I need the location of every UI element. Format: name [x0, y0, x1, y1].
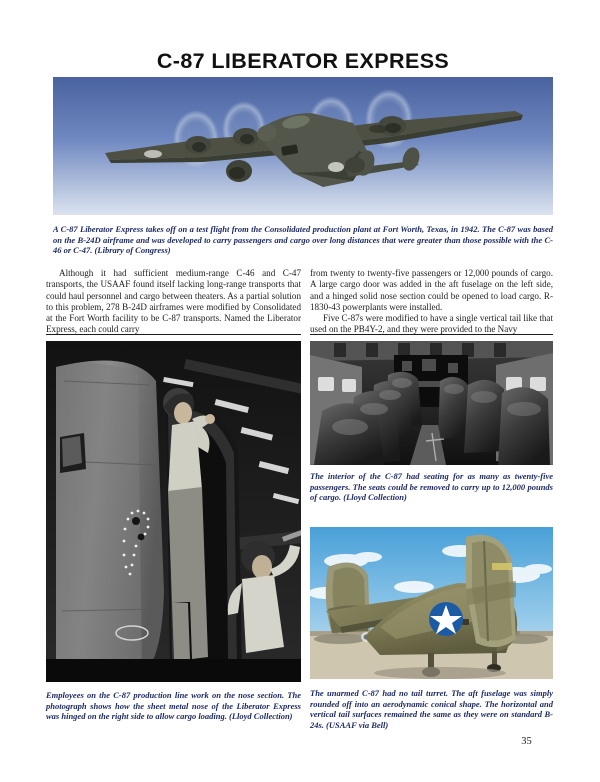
c-87-takeoff-photo: [53, 77, 553, 215]
caption-tail: The unarmed C-87 had no tail turret. The aft fuselage was simply rounded off into an aerodynamic conical shape. The horizontal and vertical tail surfaces remained the same as they were on standard B-24s. (USAAF via Bell): [310, 688, 553, 730]
paragraph: from twenty to twenty-five passengers or 12,000 pounds of cargo. A large cargo door was added in the aft fuselage on the left side, and a hinged solid nose section could be opened to load cargo. R-1830-43 powerplants were installed.: [310, 268, 553, 312]
aft-fuselage-tail-photo: [310, 527, 553, 679]
caption-interior: The interior of the C-87 had seating for as many as twenty-five passengers. The seats could be removed to carry up to 12,000 pounds of cargo. (Lloyd Collection): [310, 471, 553, 503]
cabin-interior-photo: [310, 341, 553, 465]
page-title-text: C-87 LIBERATOR EXPRESS: [156, 48, 450, 73]
production-line-illustration: [46, 341, 301, 682]
c87-tail-illustration: [310, 527, 553, 679]
cabin-seats-illustration: [310, 341, 553, 465]
aircraft-illustration: [53, 77, 553, 215]
paragraph: Although it had sufficient medium-range C-46 and C-47 transports, the USAAF found itself lacking long-range transports that could haul personnel and cargo between theaters. As a partial solution to this problem, 278 B-24D airframes were modified by Consolidated at the Fort Worth facility to be C-87 transports. Named the Liberator Express, each could carry: [46, 268, 301, 335]
column-divider-left: [46, 334, 301, 335]
b24-silhouette-icon: [53, 77, 553, 215]
page-title: [53, 46, 553, 76]
production-line-photo: [46, 341, 301, 682]
caption-hero: A C-87 Liberator Express takes off on a test flight from the Consolidated production plant at Fort Worth, Texas, in 1942. The C-87 was based on the B-24D airframe and was developed to carry passengers and cargo over long distances that were greater than those possible with the C-46 or C-47. (Library of Congress): [53, 224, 553, 256]
page-number: 35: [521, 736, 532, 747]
caption-production: Employees on the C-87 production line work on the nose section. The photograph shows how the sheet metal nose of the Liberator Express was hinged on the right side to allow cargo loading. (Lloyd Collection): [46, 690, 301, 722]
paragraph: Five C-87s were modified to have a single vertical tail like that used on the PB4Y-2, and they were provided to the Navy: [310, 313, 553, 335]
column-divider-right: [310, 334, 553, 335]
body-column-right: [310, 268, 553, 336]
body-column-left: [46, 268, 301, 336]
